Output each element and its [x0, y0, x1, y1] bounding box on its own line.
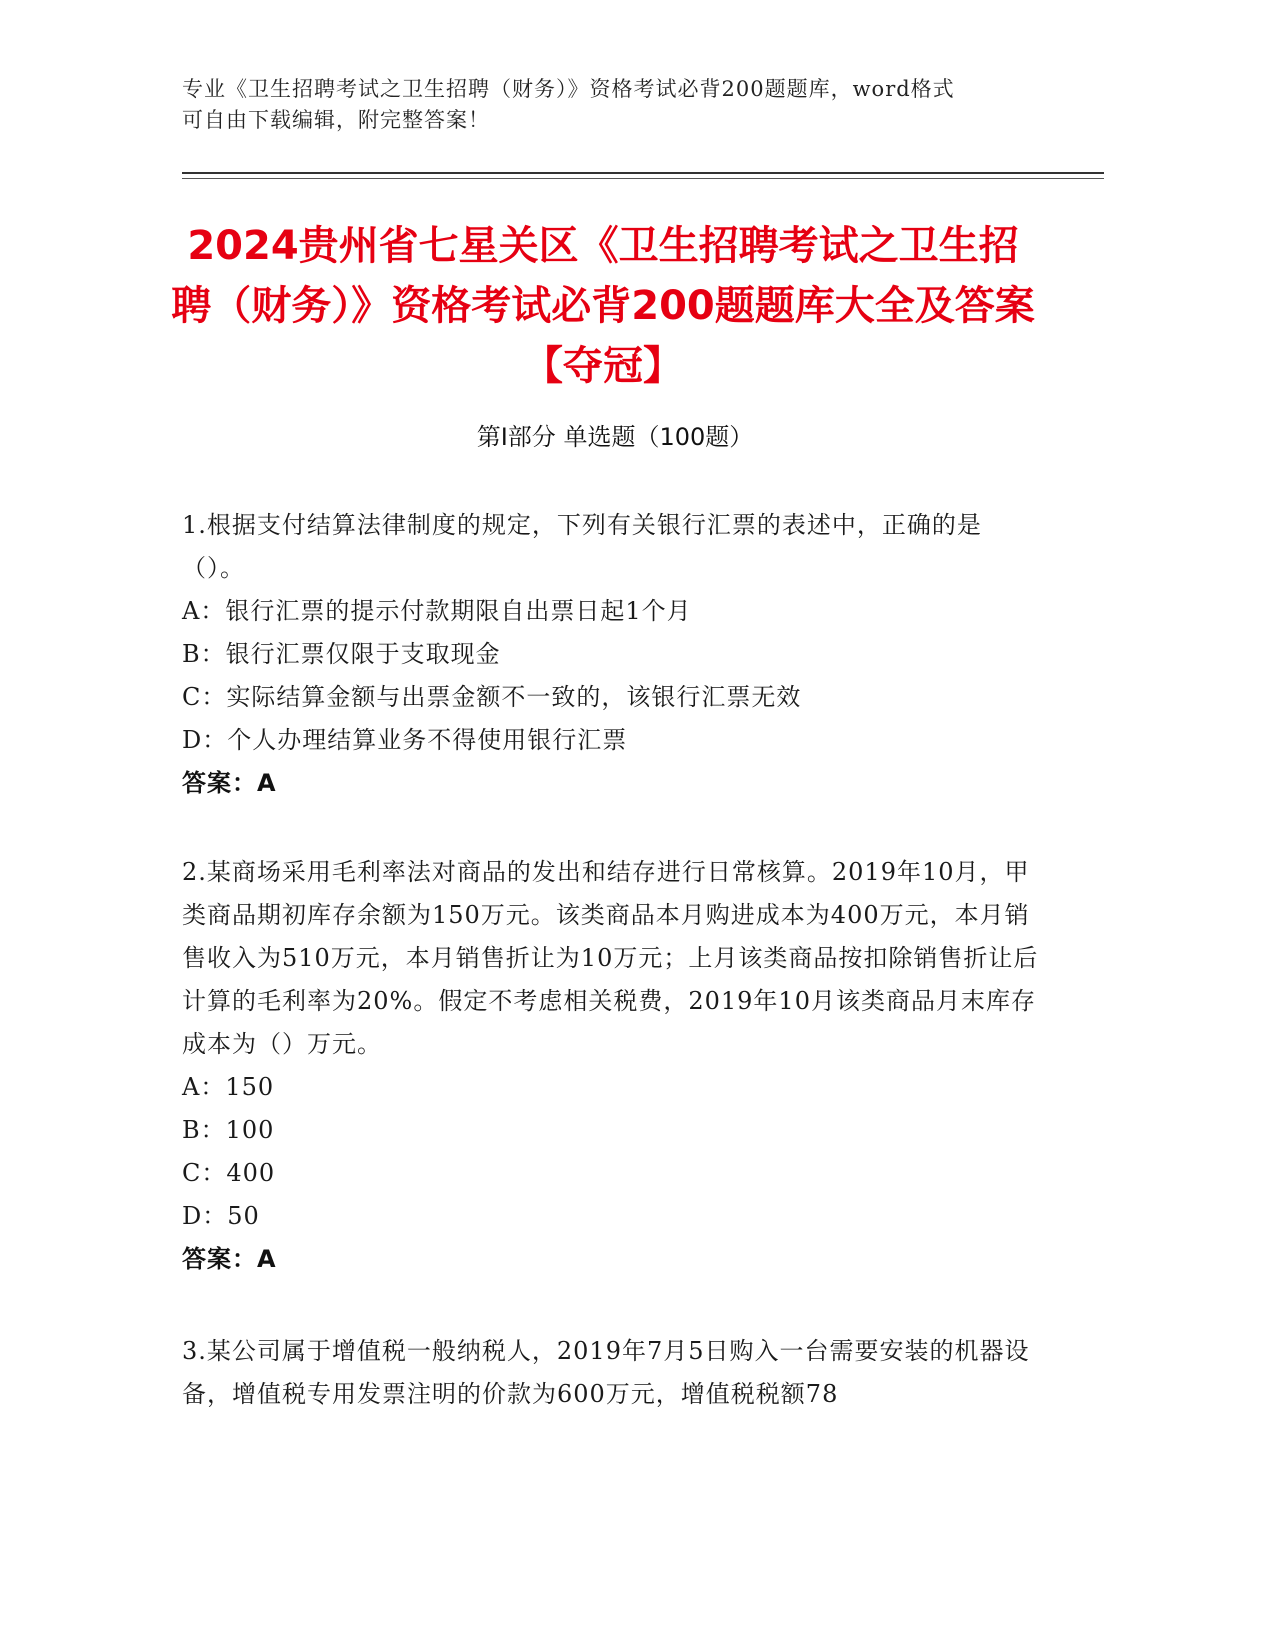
question-item — [182, 851, 1042, 1281]
option-a: A：银行汇票的提示付款期限自出票日起1个月 — [182, 597, 692, 625]
option-d: D：50 — [182, 1202, 260, 1230]
header-note — [182, 74, 1042, 136]
option-a: A：150 — [182, 1073, 275, 1101]
document-title: 2024贵州省七星关区《卫生招聘考试之卫生招聘（财务）》资格考试必背200题题库大全及答案【夺冠】 — [171, 223, 1035, 389]
question-item — [182, 1330, 1042, 1416]
section-title: 第Ⅰ部分 单选题（100题） — [476, 423, 754, 451]
header-note-line1: 专业《卫生招聘考试之卫生招聘（财务）》资格考试必背200题题库，word格式 — [182, 77, 955, 101]
option-b: B：100 — [182, 1116, 275, 1144]
option-d: D：个人办理结算业务不得使用银行汇票 — [182, 726, 628, 754]
answer-label: 答案：A — [182, 1245, 277, 1273]
question-stem: 3.某公司属于增值税一般纳税人，2019年7月5日购入一台需要安装的机器设备，增值税专用发票注明的价款为600万元，增值税税额78 — [182, 1337, 1030, 1408]
header-divider-thick — [182, 172, 1104, 174]
question-stem: 1.根据支付结算法律制度的规定，下列有关银行汇票的表述中，正确的是（）。 — [182, 511, 982, 582]
answer-label: 答案：A — [182, 769, 277, 797]
question-item — [182, 504, 1042, 805]
question-stem: 2.某商场采用毛利率法对商品的发出和结存进行日常核算。2019年10月，甲类商品期初库存余额为150万元。该类商品本月购进成本为400万元，本月销售收入为510万元，本月销售折让为10万元；上月该类商品按扣除销售折让后计算的毛利率为20%。假定不考虑相关税费，2019年10月该类商品月末库存成本为（）万元。 — [182, 858, 1039, 1058]
option-b: B：银行汇票仅限于支取现金 — [182, 640, 501, 668]
header-divider-thin — [182, 178, 1104, 179]
header-note-line2: 可自由下载编辑，附完整答案！ — [182, 108, 490, 132]
option-c: C：实际结算金额与出票金额不一致的，该银行汇票无效 — [182, 683, 802, 711]
option-c: C：400 — [182, 1159, 276, 1187]
